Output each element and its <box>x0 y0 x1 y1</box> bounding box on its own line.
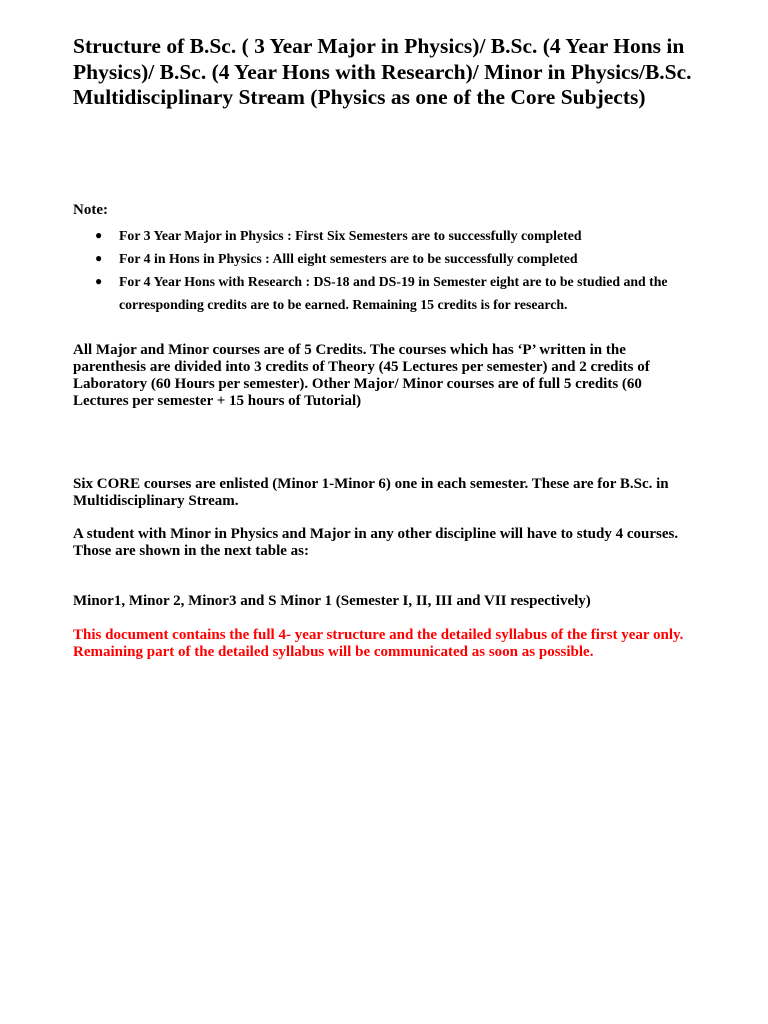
document-content <box>73 34 693 660</box>
note-list <box>73 224 744 316</box>
bullet-icon: ● <box>95 274 103 288</box>
minor-paragraph <box>73 526 698 560</box>
note-item <box>95 270 744 316</box>
note-item-text: For 4 Year Hons with Research : DS-18 and DS-19 in Semester eight are to be studied and the corresponding credits are to be earned. Remaining 15 credits is for research. <box>119 274 668 312</box>
bullet-icon: ● <box>95 251 103 265</box>
note-item <box>95 224 744 247</box>
credits-paragraph: All Major and Minor courses are of 5 Credits. The courses which has ‘P’ written in the parenthesis are divided into 3 credits of Theory (45 Lectures per semester) and 2 credits of Laboratory (60 Hours per semester). Other Major/ Minor courses are of full 5 credits (60 Lectures per semester + 15 hours of Tutorial) <box>73 342 650 409</box>
note-label: Note: <box>73 202 108 218</box>
document-title: Structure of B.Sc. ( 3 Year Major in Physics)/ B.Sc. (4 Year Hons in Physics)/ B.Sc. (4 Year Hons with Research)/ Minor in Physics/B.Sc. Multidisciplinary Stream (Physics as one of the Core Subjects) <box>73 34 692 109</box>
minor-list: Minor1, Minor 2, Minor3 and S Minor 1 (Semester I, II, III and VII respectively) <box>73 593 591 609</box>
note-item-text: For 4 in Hons in Physics : Alll eight semesters are to be successfully completed <box>119 251 578 266</box>
note-item <box>95 247 744 270</box>
minor-paragraph-line2: Those are shown in the next table as: <box>73 543 309 559</box>
disclaimer-text: This document contains the full 4- year structure and the detailed syllabus of the first year only. Remaining part of the detailed syllabus will be communicated as soon as possible. <box>73 627 684 660</box>
core-paragraph: Six CORE courses are enlisted (Minor 1-Minor 6) one in each semester. These are for B.Sc. in Multidisciplinary Stream. <box>73 476 669 509</box>
minor-paragraph-line1: A student with Minor in Physics and Major in any other discipline will have to study 4 courses. <box>73 526 679 542</box>
note-item-text: For 3 Year Major in Physics : First Six Semesters are to successfully completed <box>119 228 582 243</box>
bullet-icon: ● <box>95 228 103 242</box>
